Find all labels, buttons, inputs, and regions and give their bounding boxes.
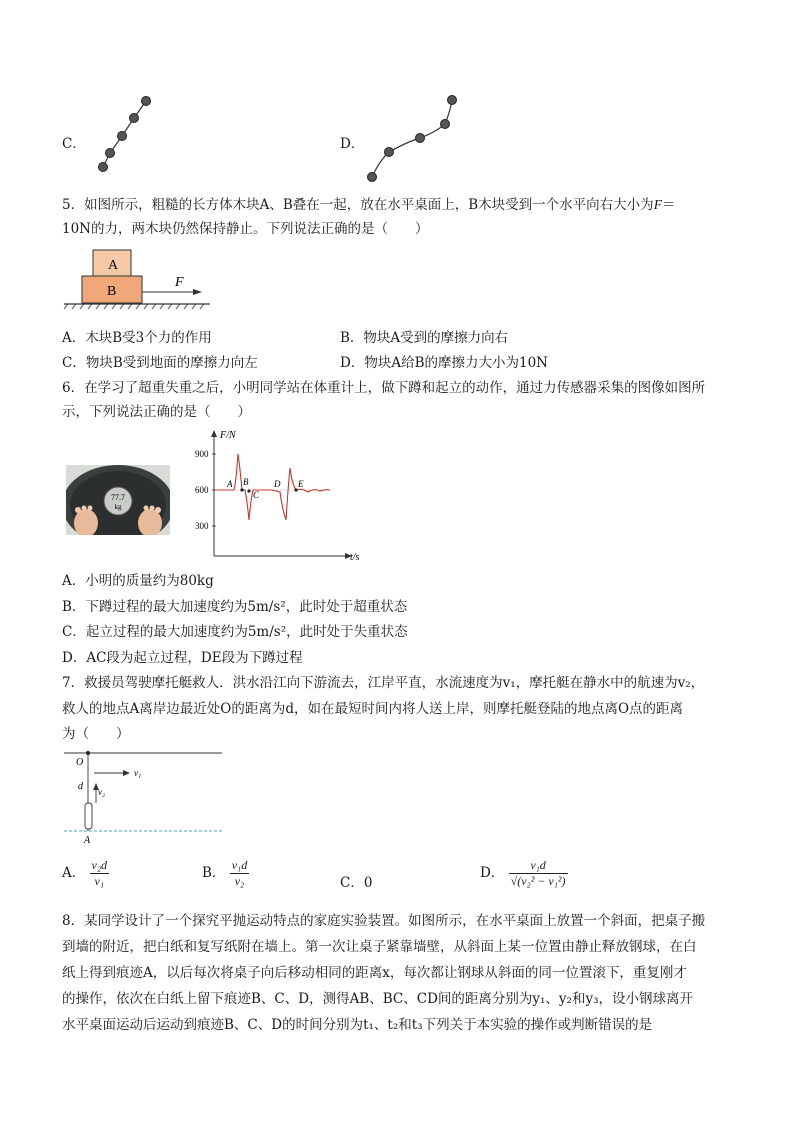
block-a-label: A bbox=[108, 258, 119, 273]
q6-option-c: C．起立过程的最大加速度约为5m/s²，此时处于失重状态 bbox=[62, 624, 408, 640]
q6-option-b: B．下蹲过程的最大加速度约为5m/s²，此时处于超重状态 bbox=[62, 599, 408, 615]
q5-option-d: D．物块A给B的摩擦力大小为10N bbox=[340, 355, 548, 371]
q7-stem-line2: 救人的地点A离岸边最近处O的距离为d，如在最短时间内将人送上岸，则摩托艇登陆的地点离O点的距离 bbox=[62, 701, 684, 717]
point-o-label: O bbox=[76, 757, 84, 768]
point-c-label: C bbox=[253, 490, 260, 500]
q6-force-time-graph bbox=[190, 428, 366, 566]
q5-stem-line2: 10N的力，两木块仍然保持静止。下列说法正确的是（ ） bbox=[62, 221, 429, 237]
q5-option-a: A．木块B受3个力的作用 bbox=[62, 330, 212, 346]
q5-stem-line1: 5．如图所示，粗糙的长方体木块A、B叠在一起，放在水平桌面上，B木块受到一个水平向右大小为F＝ bbox=[62, 197, 676, 213]
q7-option-c: C．0 bbox=[340, 875, 373, 891]
q7-option-a: A． $\frac{\text{v₂d}}{\text{v₁}}$ bbox=[62, 858, 108, 888]
point-d-label: D bbox=[274, 479, 281, 489]
q6-option-a: A．小明的质量约为80kg bbox=[62, 573, 214, 589]
q6-option-d: D．AC段为起立过程，DE段为下蹲过程 bbox=[62, 650, 303, 666]
q6-stem-line1: 6．在学习了超重失重之后，小明同学站在体重计上，做下蹲和起立的动作，通过力传感器采集的图像如图所 bbox=[62, 380, 706, 396]
q4-option-d-figure bbox=[362, 90, 462, 185]
block-b-label: B bbox=[107, 284, 117, 299]
q7-stem-line1: 7．救援员驾驶摩托艇救人．洪水沿江向下游流去，江岸平直，水流速度为v₁，摩托艇在静水中的航速为v₂， bbox=[62, 675, 705, 691]
q7-river-figure bbox=[62, 745, 224, 847]
q7-option-b: B． $\frac{\text{v₁d}}{\text{v₂}}$ bbox=[202, 858, 248, 888]
distance-d-label: d bbox=[78, 781, 83, 792]
q4-option-c-figure bbox=[95, 92, 155, 172]
point-b-label: B bbox=[243, 477, 249, 487]
y-tick-900: 900 bbox=[195, 449, 209, 459]
v2-label: v₂ bbox=[98, 787, 106, 797]
q6-scale-photo bbox=[66, 465, 170, 535]
q4-option-c-label: C． bbox=[62, 136, 86, 152]
q5-option-b: B．物块A受到的摩擦力向右 bbox=[340, 330, 509, 346]
q5-option-c: C．物块B受到地面的摩擦力向左 bbox=[62, 355, 258, 371]
q6-stem-line2: 示，下列说法正确的是（ ） bbox=[62, 404, 251, 420]
point-e-label: E bbox=[298, 479, 304, 489]
point-a-label: A bbox=[227, 479, 233, 489]
q8-line-2: 到墙的附近，把白纸和复写纸附在墙上。第一次让桌子紧靠墙壁，从斜面上某一位置由静止释放钢球，在白 bbox=[62, 939, 697, 955]
scale-reading: 77.7 bbox=[111, 493, 125, 502]
q7-option-d: D． $\frac{\text{v₁d}}{\text{√(v₂² − v₁²)}}$ bbox=[480, 858, 566, 888]
q5-blocks-figure bbox=[62, 248, 212, 310]
point-a-label: A bbox=[84, 835, 91, 846]
q8-line-1: 8．某同学设计了一个探究平抛运动特点的家庭实验装置。如图所示，在水平桌面上放置一个斜面，把桌子搬 bbox=[62, 913, 706, 929]
v1-label: v₁ bbox=[134, 768, 142, 778]
q7-stem-line3: 为（ ） bbox=[62, 726, 130, 742]
scale-unit: kg bbox=[114, 503, 122, 511]
force-label: F bbox=[175, 275, 184, 290]
q8-line-5: 水平桌面运动后运动到痕迹B、C、D的时间分别为t₁、t₂和t₃下列关于本实验的操作或判断错误的是 bbox=[62, 1017, 653, 1033]
q8-line-4: 的操作，依次在白纸上留下痕迹B、C、D，测得AB、BC、CD间的距离分别为y₁、y₂和y₃，设小钢球离开 bbox=[62, 991, 694, 1007]
y-tick-300: 300 bbox=[195, 521, 209, 531]
q8-line-3: 纸上得到痕迹A，以后每次将桌子向后移动相同的距离x，每次都让钢球从斜面的同一位置滚下，重复刚才 bbox=[62, 965, 687, 981]
y-tick-600: 600 bbox=[195, 485, 209, 495]
graph-x-label: t/s bbox=[350, 552, 360, 563]
graph-y-label: F/N bbox=[220, 430, 236, 441]
q4-option-d-label: D． bbox=[340, 136, 365, 152]
